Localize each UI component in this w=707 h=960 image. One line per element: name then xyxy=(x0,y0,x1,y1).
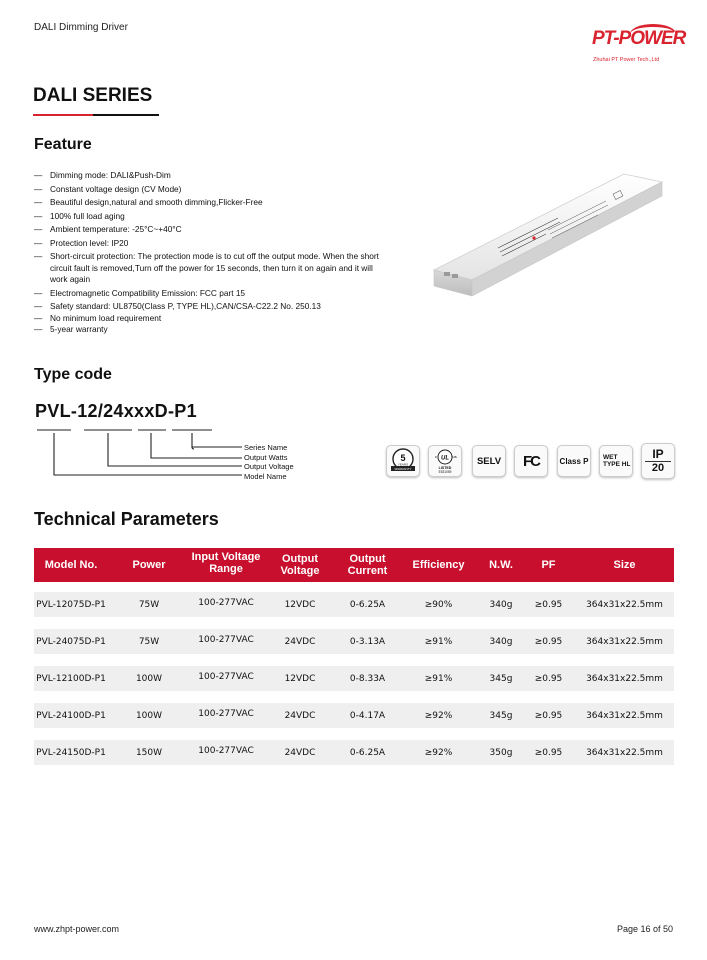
series-title-underline-accent xyxy=(33,114,93,116)
feature-item: — Beautiful design,natural and smooth dimming,Flicker-Free xyxy=(34,197,263,207)
technical-parameters-heading: Technical Parameters xyxy=(34,509,219,529)
cell-input-voltage: 100-277VAC xyxy=(198,671,254,682)
cell-output-current: 0-8.33A xyxy=(349,673,386,684)
svg-text:us: us xyxy=(452,454,457,459)
svg-text:c: c xyxy=(435,454,437,459)
feature-item: — Ambient temperature: -25°C~+40°C xyxy=(34,224,182,234)
cell-size: 364x31x22.5mm xyxy=(586,747,663,758)
cell-output-voltage: 24VDC xyxy=(284,636,316,647)
logo-wordmark: PT-POWER xyxy=(592,28,686,49)
cell-output-current: 0-4.17A xyxy=(349,710,386,721)
svg-text:UL: UL xyxy=(441,455,449,462)
warranty-band-text: WARRANTY xyxy=(394,467,412,471)
cell-size: 364x31x22.5mm xyxy=(586,599,663,610)
cell-weight: 345g xyxy=(489,673,513,684)
cell-size: 364x31x22.5mm xyxy=(586,673,663,684)
type-code-label: Series Name xyxy=(244,443,288,452)
warranty-years-text: 5 xyxy=(400,453,406,463)
feature-heading: Feature xyxy=(34,136,92,153)
ul-listed-icon xyxy=(428,445,462,477)
cell-model: PVL-24075D-P1 xyxy=(36,636,106,647)
cell-power: 75W xyxy=(138,636,160,647)
column-header: Power xyxy=(132,559,166,571)
cell-power: 100W xyxy=(135,710,163,721)
column-header: N.W. xyxy=(489,559,513,571)
type-code-label: Model Name xyxy=(244,471,287,481)
cell-efficiency: ≥91% xyxy=(424,673,453,684)
cell-output-current: 0-3.13A xyxy=(349,636,386,647)
feature-list xyxy=(34,170,384,338)
cell-efficiency: ≥90% xyxy=(424,599,453,610)
feature-item: — No minimum load requirement xyxy=(34,312,162,323)
table-row xyxy=(34,629,674,654)
column-header: Output Voltage xyxy=(280,553,320,577)
cell-power: 150W xyxy=(135,747,163,758)
table-row xyxy=(34,666,674,691)
cell-input-voltage: 100-277VAC xyxy=(198,745,254,756)
type-code-labels xyxy=(244,443,294,481)
feature-item: — 5-year warranty xyxy=(34,324,108,334)
cell-pf: ≥0.95 xyxy=(534,599,563,610)
warranty-sub-text: YEARS xyxy=(397,462,409,467)
selv-icon: SELV xyxy=(472,445,506,477)
header-title: DALI Dimming Driver xyxy=(34,22,128,33)
cell-power: 100W xyxy=(135,673,163,684)
cell-output-voltage: 24VDC xyxy=(284,747,316,758)
cell-pf: ≥0.95 xyxy=(534,747,563,758)
cell-pf: ≥0.95 xyxy=(534,710,563,721)
table-row xyxy=(34,592,674,617)
cell-size: 364x31x22.5mm xyxy=(586,710,663,721)
feature-item: — Protection level: IP20 xyxy=(34,237,129,248)
cell-output-current: 0-6.25A xyxy=(349,599,386,610)
cell-size: 364x31x22.5mm xyxy=(586,636,663,647)
cell-power: 75W xyxy=(138,599,160,610)
type-code-label: Output Watts xyxy=(244,452,288,462)
cell-output-voltage: 12VDC xyxy=(284,673,316,684)
feature-item: — Safety standard: UL8750(Class P, TYPE HL),CAN/CSA-C22.2 No. 250.13 xyxy=(34,301,321,311)
type-code-value: PVL-12/24xxxD-P1 xyxy=(35,401,197,421)
type-code-label: Output Voltage xyxy=(244,462,294,472)
warranty-badge-icon xyxy=(386,445,420,477)
feature-item: — Short-circuit protection: The protection mode is to cut off the output mode. When the short circuit fault is removed,Turn off the power for 15 seconds, then turn it on again and it will work again xyxy=(34,251,379,284)
footer-website: www.zhpt-power.com xyxy=(34,924,120,934)
feature-item: — Constant voltage design (CV Mode) xyxy=(34,183,182,194)
table-header-row xyxy=(34,548,674,582)
product-image xyxy=(428,168,668,308)
cell-efficiency: ≥91% xyxy=(424,636,453,647)
column-header: Output Current xyxy=(347,553,388,577)
column-header: Size xyxy=(613,559,636,571)
cell-output-current: 0-6.25A xyxy=(349,747,386,758)
table-row xyxy=(34,703,674,728)
cell-efficiency: ≥92% xyxy=(424,710,453,721)
wet-type-hl-icon: WET TYPE HL xyxy=(599,445,633,477)
ip20-icon: IP 20 xyxy=(641,443,675,479)
column-header: Input Voltage Range xyxy=(191,551,261,575)
ul-number-text: E531059 xyxy=(438,470,452,474)
cell-output-voltage: 12VDC xyxy=(284,599,316,610)
cell-model: PVL-12100D-P1 xyxy=(36,673,106,684)
cell-weight: 340g xyxy=(489,636,513,647)
cell-pf: ≥0.95 xyxy=(534,636,563,647)
table-row xyxy=(34,740,674,765)
technical-parameters-table xyxy=(34,548,674,765)
cell-weight: 345g xyxy=(489,710,513,721)
series-title: DALI SERIES xyxy=(33,85,153,106)
feature-item: — Electromagnetic Compatibility Emission: FCC part 15 xyxy=(34,287,246,298)
cell-input-voltage: 100-277VAC xyxy=(198,634,254,645)
logo-company-name: Zhuhai PT Power Tech.,Ltd xyxy=(593,57,660,63)
cell-pf: ≥0.95 xyxy=(534,673,563,684)
footer-page-number: Page 16 of 50 xyxy=(616,924,673,934)
feature-item: — 100% full load aging xyxy=(34,210,125,221)
column-header: Efficiency xyxy=(412,559,465,571)
cell-output-voltage: 24VDC xyxy=(284,710,316,721)
fcc-icon: FC xyxy=(514,445,548,477)
cell-input-voltage: 100-277VAC xyxy=(198,597,254,608)
ul-listed-text: LISTED xyxy=(438,466,452,470)
cell-model: PVL-24150D-P1 xyxy=(36,747,106,758)
column-header: PF xyxy=(541,559,556,571)
cell-weight: 350g xyxy=(489,747,513,758)
cell-model: PVL-24100D-P1 xyxy=(36,710,106,721)
cell-input-voltage: 100-277VAC xyxy=(198,708,254,719)
class-p-icon: Class P xyxy=(557,445,591,477)
cell-weight: 340g xyxy=(489,599,513,610)
feature-item: — Dimming mode: DALI&Push-Dim xyxy=(34,170,171,180)
company-logo xyxy=(590,24,686,64)
cell-model: PVL-12075D-P1 xyxy=(36,599,106,610)
column-header: Model No. xyxy=(44,559,98,571)
type-code-heading: Type code xyxy=(34,366,112,383)
cell-efficiency: ≥92% xyxy=(424,747,453,758)
